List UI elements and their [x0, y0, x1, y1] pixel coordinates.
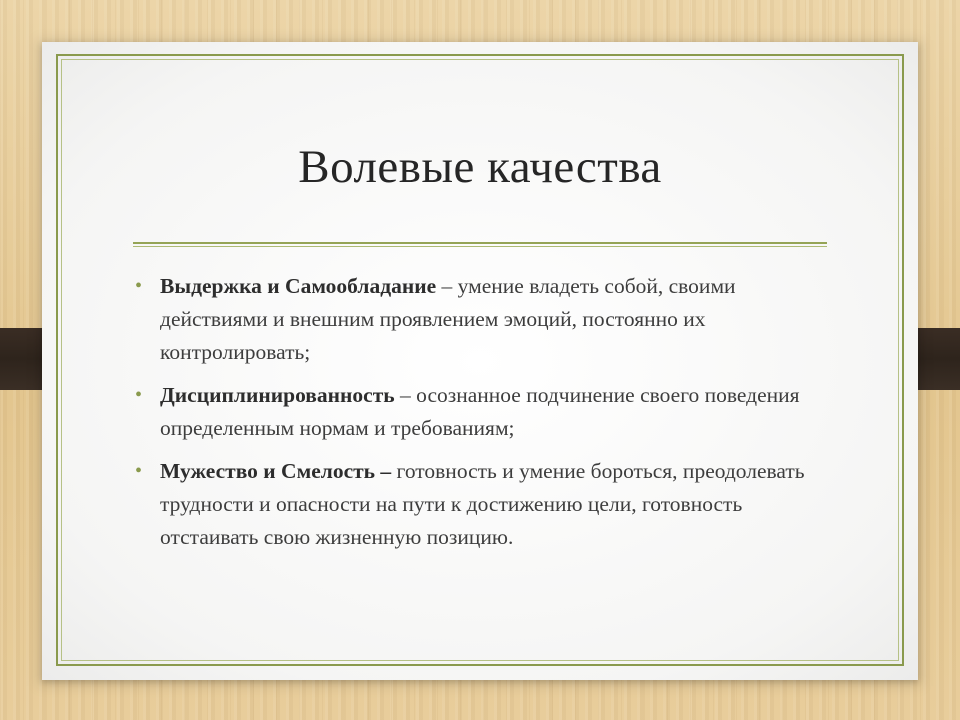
bullet-list — [132, 270, 832, 564]
divider-line-top — [133, 242, 827, 244]
list-item — [132, 270, 832, 369]
item-separator: – — [436, 274, 458, 298]
slide-title: Волевые качества — [298, 141, 662, 193]
item-definition: умение владеть собой, своими действиями и внешним проявлением эмоций, постоянно их контролировать; — [160, 274, 736, 364]
bullet-icon: • — [135, 460, 143, 482]
item-term: Мужество и Смелость – — [160, 459, 392, 483]
item-term: Выдержка и Самообладание — [160, 274, 437, 298]
divider-line-bottom — [133, 246, 827, 247]
bullet-icon: • — [135, 384, 143, 406]
item-definition: готовность и умение бороться, преодолевать трудности и опасности на пути к достижению цели, готовность отстаивать свою жизненную позицию. — [160, 459, 805, 549]
item-separator: – — [394, 383, 417, 407]
item-definition: осознанное подчинение своего поведения определенным нормам и требованиям; — [160, 383, 800, 440]
bullet-icon: • — [135, 275, 143, 297]
item-term: Дисциплинированность — [160, 383, 395, 407]
list-item — [132, 455, 832, 554]
list-item — [132, 379, 832, 445]
